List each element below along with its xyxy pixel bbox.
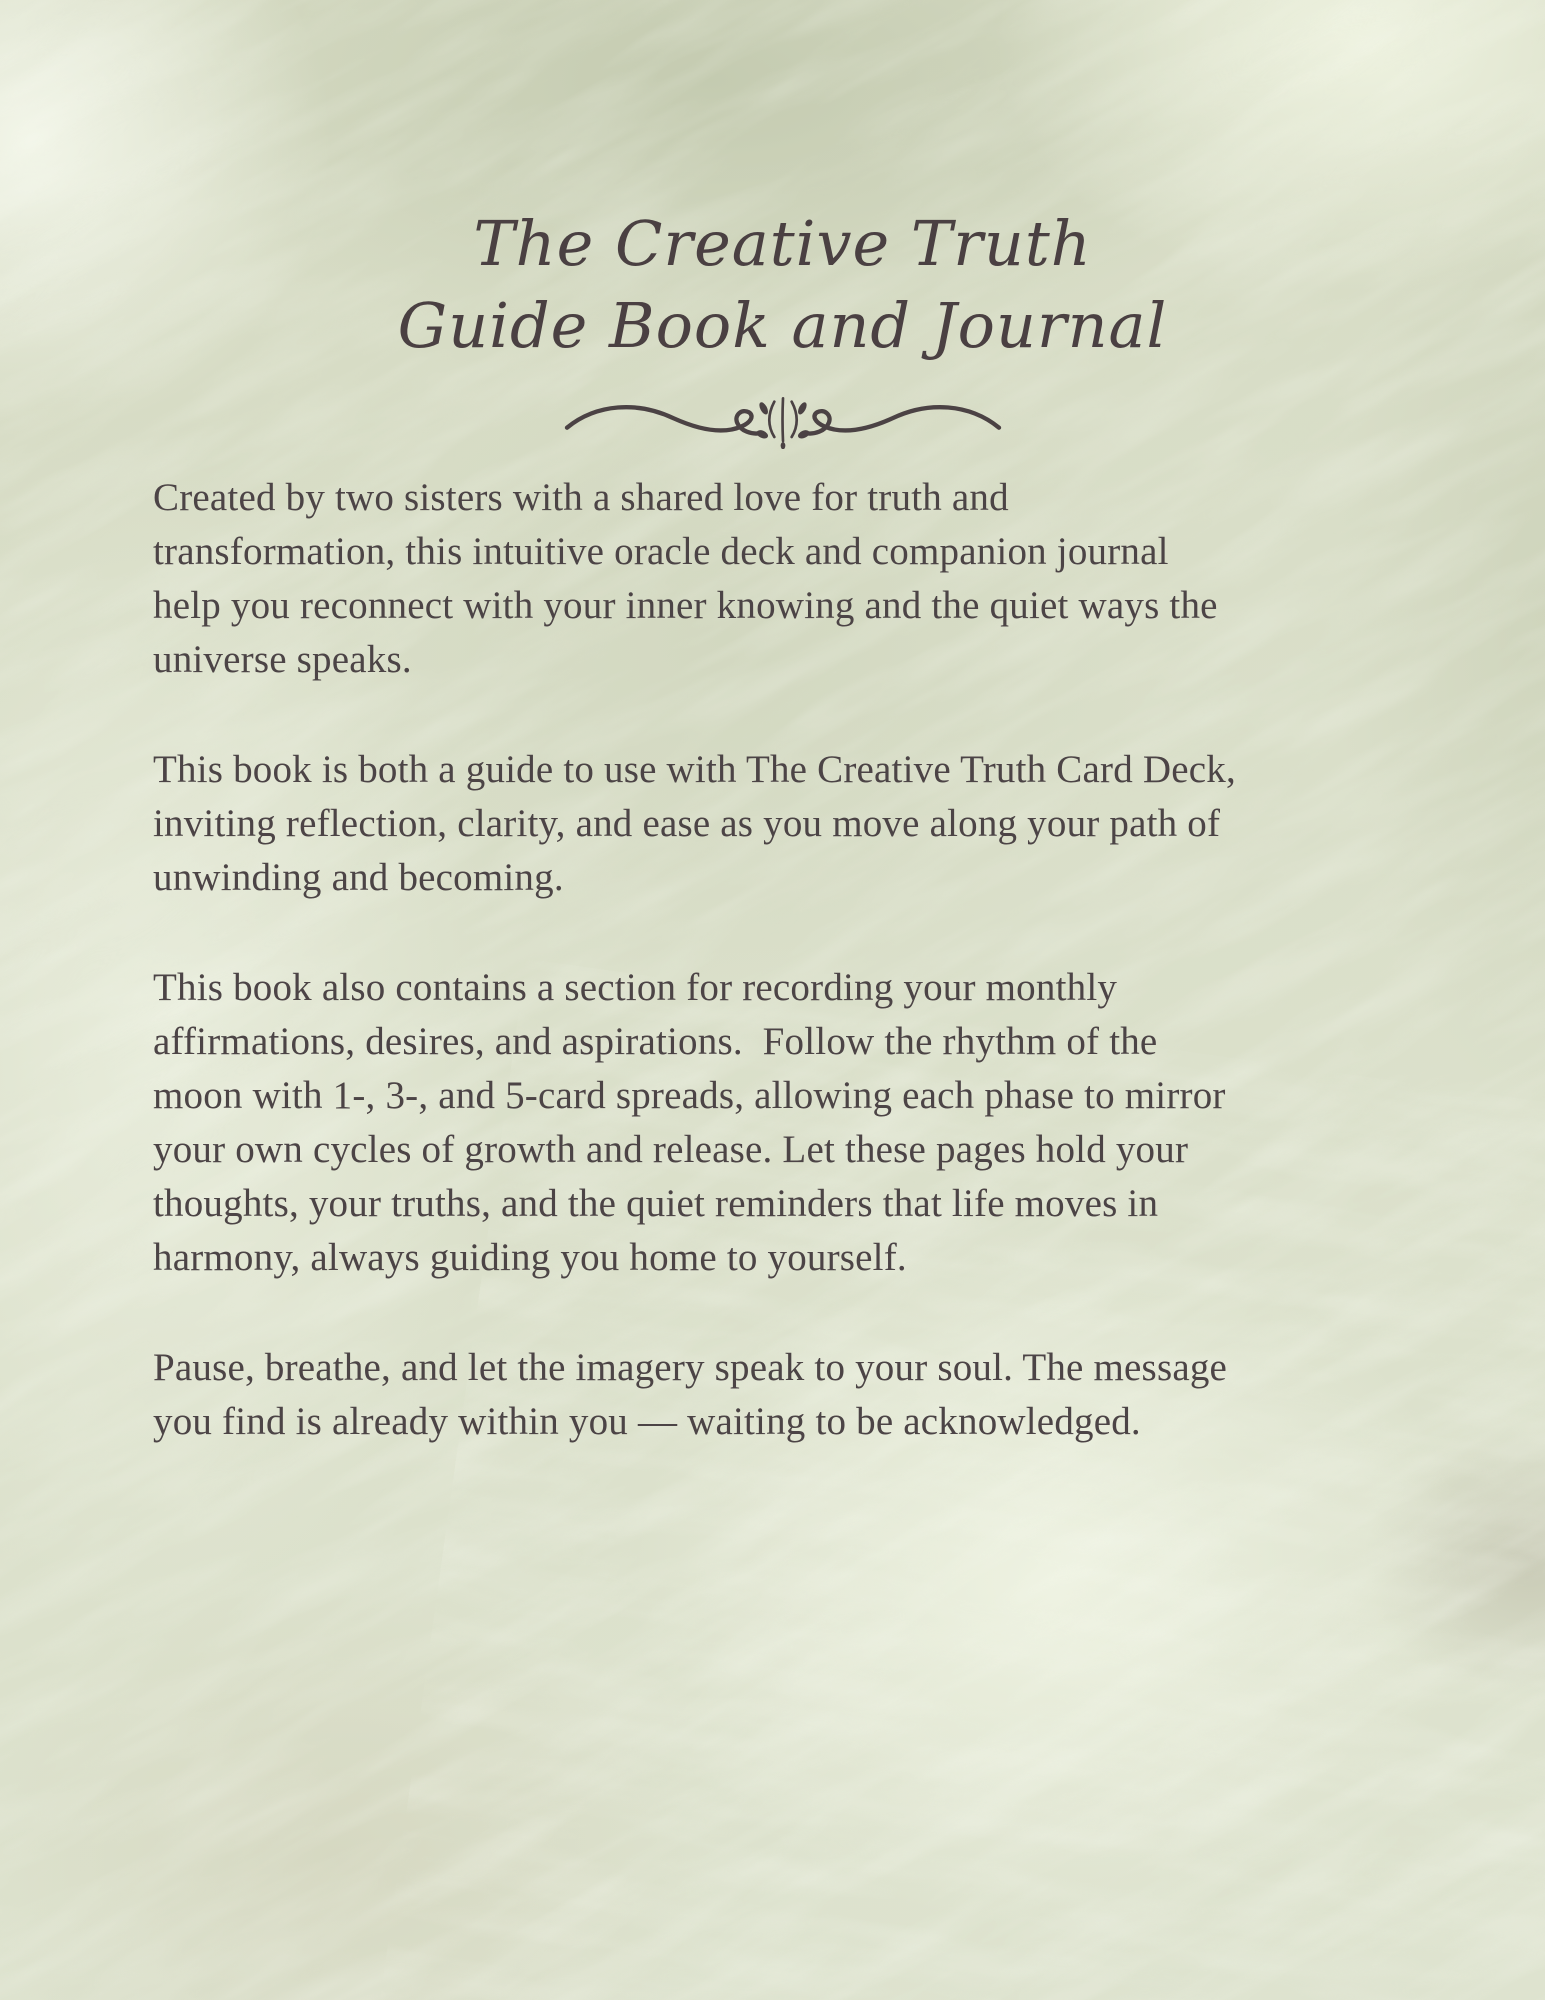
paragraph-4 <box>153 1341 1385 1449</box>
text-line: universe speaks. <box>153 638 412 681</box>
paragraph-1 <box>153 471 1385 687</box>
text-line: moon with 1-, 3-, and 5-card spreads, allowing each phase to mirror <box>153 1074 1226 1117</box>
page-header <box>0 0 1545 449</box>
text-line: transformation, this intuitive oracle deck and companion journal <box>153 530 1169 573</box>
text-line: Created by two sisters with a shared love for truth and <box>153 476 1009 519</box>
text-line: your own cycles of growth and release. Let these pages hold your <box>153 1128 1189 1171</box>
text-line: This book is both a guide to use with The Creative Truth Card Deck, <box>153 748 1236 791</box>
text-line: you find is already within you — waiting to be acknowledged. <box>153 1400 1141 1443</box>
text-line: This book also contains a section for recording your monthly <box>153 966 1118 1009</box>
text-line: unwinding and becoming. <box>153 856 564 899</box>
text-line: inviting reflection, clarity, and ease as you move along your path of <box>153 802 1221 845</box>
text-line: harmony, always guiding you home to yourself. <box>153 1236 907 1279</box>
text-line: help you reconnect with your inner knowing and the quiet ways the <box>153 584 1218 627</box>
paragraph-2 <box>153 743 1385 905</box>
text-line: Pause, breathe, and let the imagery speak to your soul. The message <box>153 1346 1228 1389</box>
text-line: affirmations, desires, and aspirations. Follow the rhythm of the <box>153 1020 1158 1063</box>
paragraph-3 <box>153 961 1385 1285</box>
title-line-1: The Creative Truth <box>473 207 1092 280</box>
text-line: thoughts, your truths, and the quiet reminders that life moves in <box>153 1182 1159 1225</box>
page-title <box>20 203 1545 367</box>
title-line-2: Guide Book and Journal <box>397 289 1168 362</box>
flourish-divider-icon <box>459 393 1107 449</box>
body-text <box>153 471 1385 1449</box>
